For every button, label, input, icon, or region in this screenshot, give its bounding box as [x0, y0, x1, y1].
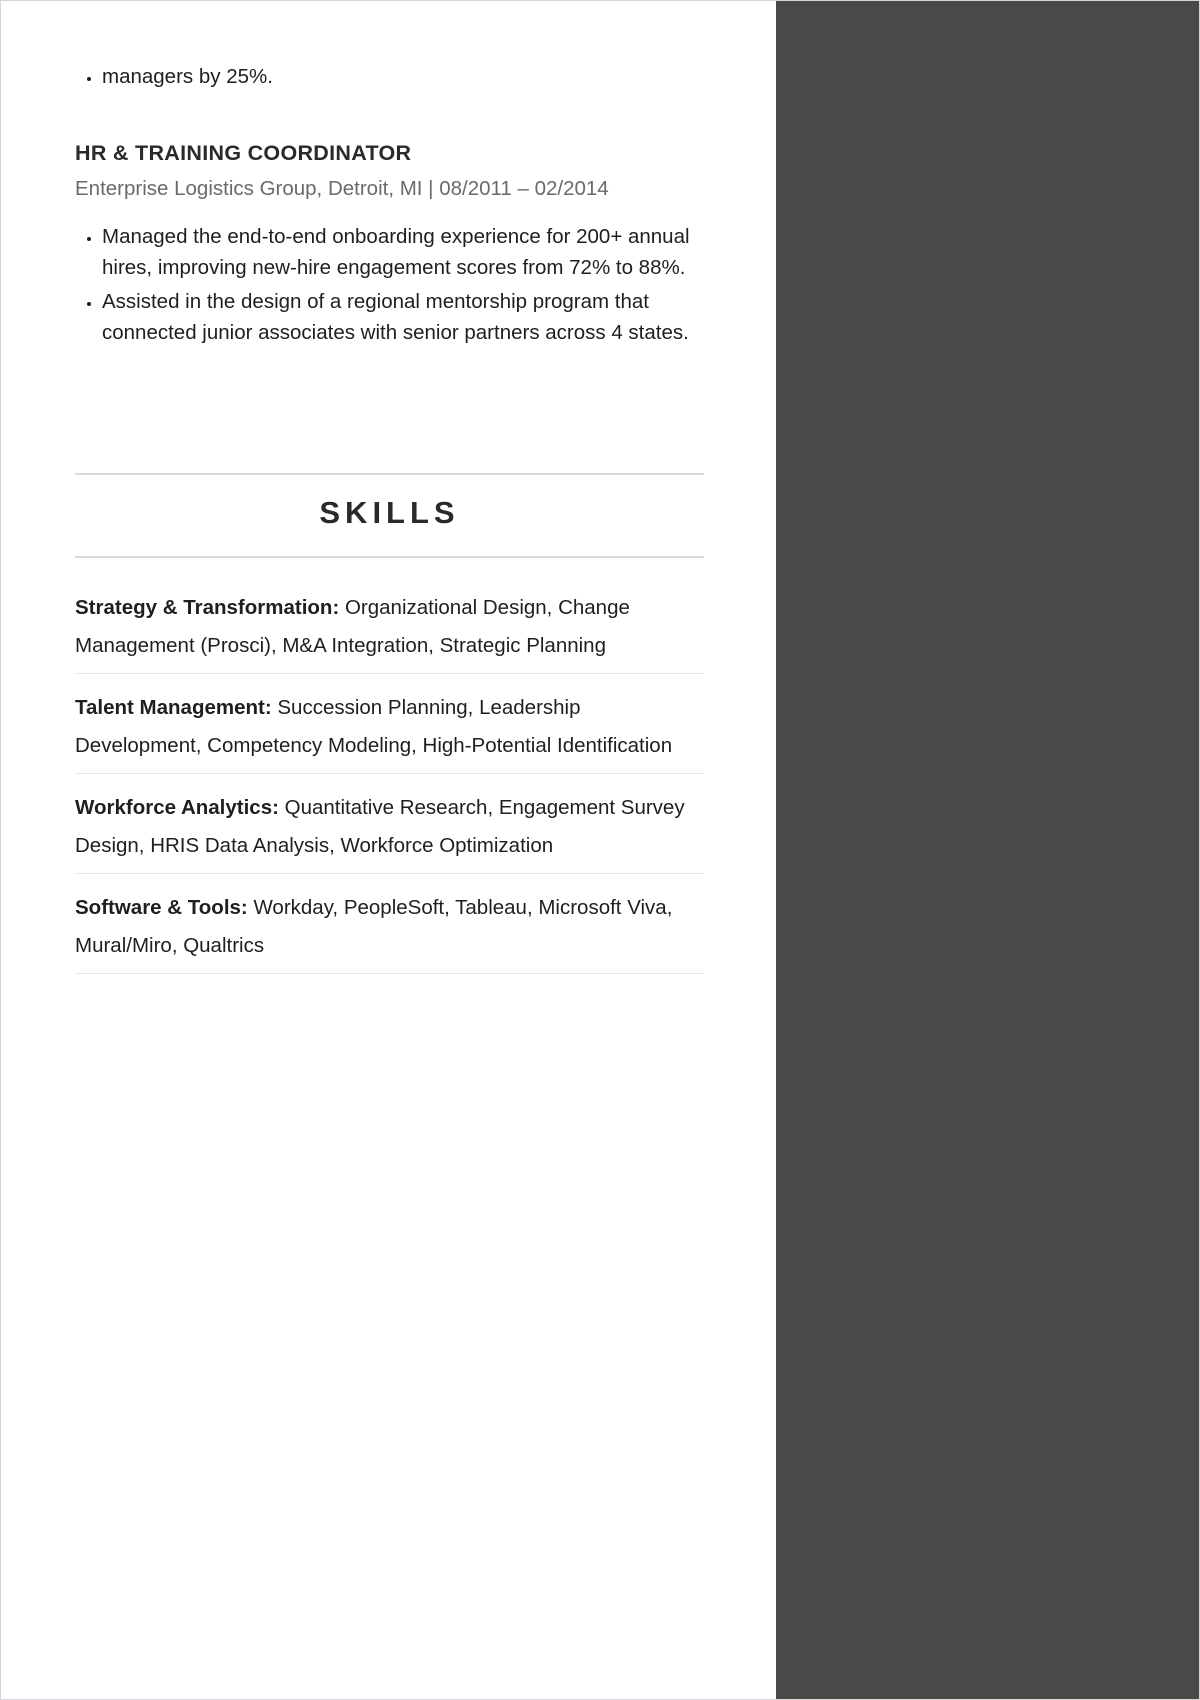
job-bullet: • Assisted in the design of a regional mentorship program that connected junior associates with senior partners across 4 states.	[102, 287, 731, 348]
job-title: HR & TRAINING COORDINATOR	[75, 141, 412, 165]
skill-text: Quantitative Research, Engagement Survey Design, HRIS Data Analysis, Workforce Optimization	[75, 796, 685, 857]
skill-text: Organizational Design, Change Management (Prosci), M&A Integration, Strategic Planning	[75, 596, 630, 657]
skill-label: Software & Tools:	[75, 896, 248, 919]
skill-text: Succession Planning, Leadership Development, Competency Modeling, High-Potential Identification	[75, 696, 673, 757]
job-meta: Enterprise Logistics Group, Detroit, MI | 08/2011 – 02/2014	[75, 177, 609, 200]
job-bullets	[75, 222, 731, 352]
skill-label: Workforce Analytics:	[75, 796, 279, 819]
sidebar	[776, 1, 1200, 1700]
section-divider-top	[75, 473, 704, 475]
skill-text: Workday, PeopleSoft, Tableau, Microsoft Viva, Mural/Miro, Qualtrics	[75, 896, 673, 957]
skill-row	[75, 789, 704, 874]
skill-row	[75, 889, 704, 974]
job-bullet: • Managed the end-to-end onboarding experience for 200+ annual hires, improving new-hire engagement scores from 72% to 88%.	[102, 222, 731, 283]
section-divider-bottom	[75, 556, 704, 558]
skill-label: Strategy & Transformation:	[75, 596, 340, 619]
skills-list	[75, 589, 704, 989]
skill-label: Talent Management:	[75, 696, 272, 719]
skill-row	[75, 689, 704, 774]
previous-job-bullets	[75, 62, 731, 97]
previous-job-bullet: • managers by 25%.	[102, 62, 731, 93]
skill-row	[75, 589, 704, 674]
skills-section-title: SKILLS	[319, 495, 460, 530]
